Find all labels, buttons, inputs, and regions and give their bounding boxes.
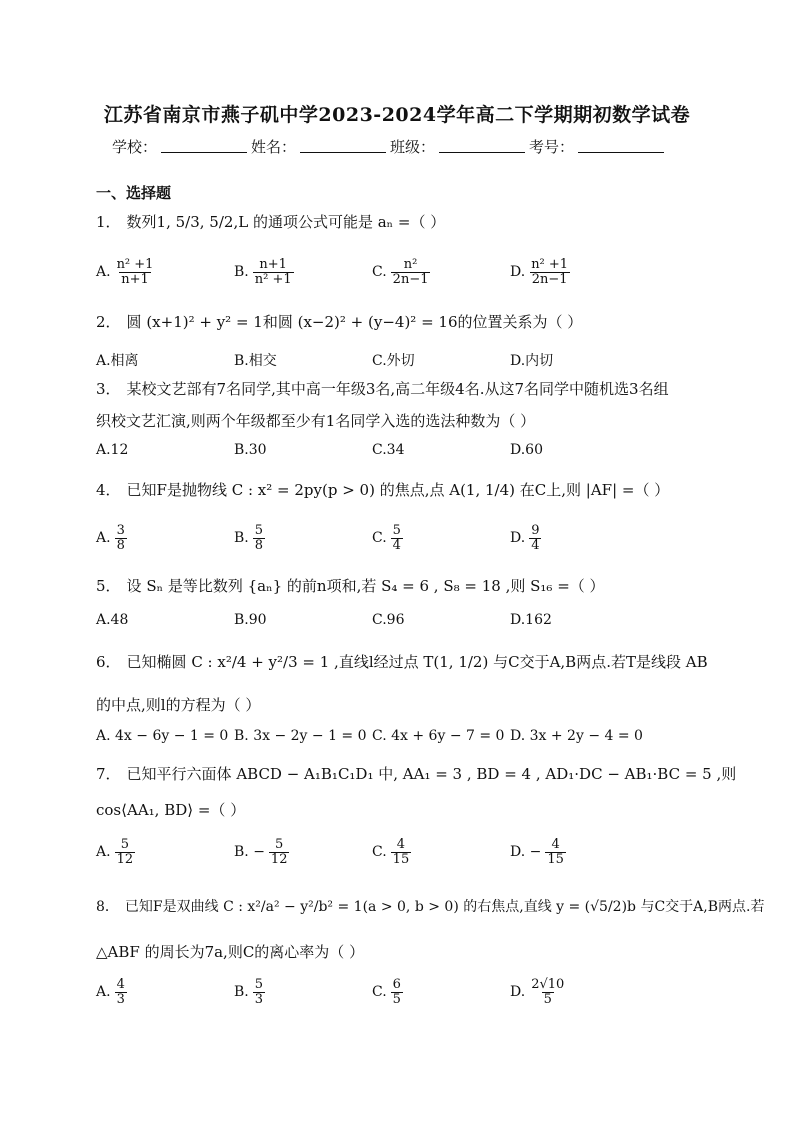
option-d[interactable]: D. − $\frac{4}{15}$ — [510, 837, 564, 867]
question-5 — [96, 574, 605, 600]
option-c[interactable]: C. $\frac{6}{5}$ — [372, 977, 401, 1007]
question-4-options — [96, 524, 648, 552]
question-text-line1: 已知椭圆 C : x²/4 + y²/3 = 1 ,直线l经过点 T(1, 1/2) 与C交于A,B两点.若T是线段 AB — [126, 653, 708, 671]
option-b[interactable]: B. $\frac{5}{8}$ — [234, 523, 264, 553]
option-b[interactable]: B. $\frac{5}{3}$ — [234, 977, 264, 1007]
question-text-line2: 织校文艺汇演,则两个年级都至少有1名同学入选的选法种数为（ ） — [96, 412, 536, 430]
option-c[interactable]: C. 4x + 6y − 7 = 0 — [372, 728, 505, 744]
question-number: 3． — [96, 380, 121, 398]
option-b[interactable]: B.90 — [234, 612, 267, 628]
option-d[interactable]: D.内切 — [510, 353, 554, 369]
question-2 — [96, 310, 582, 336]
option-b[interactable]: B. 3x − 2y − 1 = 0 — [234, 728, 367, 744]
question-7 — [96, 762, 736, 788]
option-b[interactable]: B.相交 — [234, 353, 277, 369]
option-a[interactable]: A. $\frac{\text{n² +1}}{n+1}$ — [96, 257, 154, 287]
option-c[interactable]: C. $\frac{4}{15}$ — [372, 837, 410, 867]
question-text-line1: 已知平行六面体 ABCD − A₁B₁C₁D₁ 中, AA₁ = 3 , BD = 4 , AD₁·DC − AB₁·BC = 5 ,则 — [126, 765, 737, 783]
question-4 — [96, 478, 669, 504]
question-1-options — [96, 258, 648, 286]
option-c[interactable]: C. $\frac{5}{4}$ — [372, 523, 401, 553]
question-text: 圆 (x+1)² + y² = 1和圆 (x−2)² + (y−4)² = 16的位置关系为（ ） — [126, 313, 583, 331]
question-number: 1． — [96, 213, 121, 231]
question-6-options — [96, 728, 648, 744]
option-a[interactable]: A. $\frac{4}{3}$ — [96, 977, 125, 1007]
option-b[interactable]: B. $\frac{n+1}{\text{n² +1}}$ — [234, 257, 292, 287]
option-d[interactable]: D.162 — [510, 612, 552, 628]
question-5-options — [96, 612, 648, 628]
question-6 — [96, 650, 708, 676]
question-1 — [96, 210, 445, 236]
class-label: 班级： — [390, 138, 436, 156]
question-8 — [96, 896, 764, 920]
question-text: 设 Sₙ 是等比数列 {aₙ} 的前n项和,若 S₄ = 6 , S₈ = 18 ,则 S₁₆ =（ ） — [126, 577, 605, 595]
question-text: 已知F是抛物线 C : x² = 2py(p > 0) 的焦点,点 A(1, 1/4) 在C上,则 |AF| =（ ） — [126, 481, 670, 499]
question-text-line1: 某校文艺部有7名同学,其中高一年级3名,高二年级4名.从这7名同学中随机选3名组 — [126, 380, 669, 398]
question-text-line2: cos⟨AA₁, BD⟩ =（ ） — [96, 801, 246, 819]
option-a[interactable]: A. $\frac{3}{8}$ — [96, 523, 125, 553]
question-6-line2 — [96, 693, 260, 719]
question-number: 8． — [96, 899, 119, 915]
question-number: 6． — [96, 653, 121, 671]
option-c[interactable]: C.96 — [372, 612, 405, 628]
page-title: 江苏省南京市燕子矶中学2023-2024学年高二下学期期初数学试卷 — [103, 104, 691, 126]
option-d[interactable]: D. 3x + 2y − 4 = 0 — [510, 728, 643, 744]
question-2-options — [96, 350, 648, 370]
option-b[interactable]: B.30 — [234, 442, 267, 458]
option-d[interactable]: D. $\frac{\text{n² +1}}{2n-1}$ — [510, 257, 569, 287]
option-a[interactable]: A.相离 — [96, 353, 139, 369]
option-d[interactable]: D.60 — [510, 442, 543, 458]
option-a[interactable]: A. 4x − 6y − 1 = 0 — [96, 728, 229, 744]
question-8-options — [96, 978, 648, 1006]
option-a[interactable]: A.12 — [96, 442, 129, 458]
name-label: 姓名： — [251, 138, 297, 156]
school-blank[interactable] — [161, 136, 247, 153]
option-c[interactable]: C.34 — [372, 442, 405, 458]
section-heading: 一、选择题 — [96, 184, 172, 202]
option-c[interactable]: C. $\frac{\text{n²}}{2n-1}$ — [372, 257, 429, 287]
question-3-line2 — [96, 409, 535, 435]
exam-no-blank[interactable] — [578, 136, 664, 153]
question-3 — [96, 377, 669, 403]
question-text-line1: 已知F是双曲线 C : x²/a² − y²/b² = 1(a > 0, b > 0) 的右焦点,直线 y = (√5/2)b 与C交于A,B两点.若 — [124, 899, 765, 915]
school-label: 学校： — [112, 138, 158, 156]
question-text-line2: 的中点,则l的方程为（ ） — [96, 696, 261, 714]
question-number: 4． — [96, 481, 121, 499]
question-7-line2 — [96, 798, 245, 824]
question-8-line2 — [96, 940, 364, 966]
question-number: 7． — [96, 765, 121, 783]
question-number: 2． — [96, 313, 121, 331]
option-d[interactable]: D. $\frac{2√10}{5}$ — [510, 977, 565, 1007]
name-blank[interactable] — [300, 136, 386, 153]
question-3-options — [96, 442, 648, 458]
option-d[interactable]: D. $\frac{9}{4}$ — [510, 523, 540, 553]
option-a[interactable]: A.48 — [96, 612, 129, 628]
class-blank[interactable] — [439, 136, 525, 153]
option-b[interactable]: B. − $\frac{5}{12}$ — [234, 837, 288, 867]
question-text: 数列1, 5/3, 5/2,L 的通项公式可能是 aₙ =（ ） — [126, 213, 446, 231]
option-c[interactable]: C.外切 — [372, 353, 415, 369]
option-a[interactable]: A. $\frac{5}{12}$ — [96, 837, 134, 867]
question-number: 5． — [96, 577, 121, 595]
question-text-line2: △ABF 的周长为7a,则C的离心率为（ ） — [96, 943, 365, 961]
student-info-row — [112, 136, 668, 157]
exam-no-label: 考号： — [529, 138, 575, 156]
question-7-options — [96, 838, 648, 866]
